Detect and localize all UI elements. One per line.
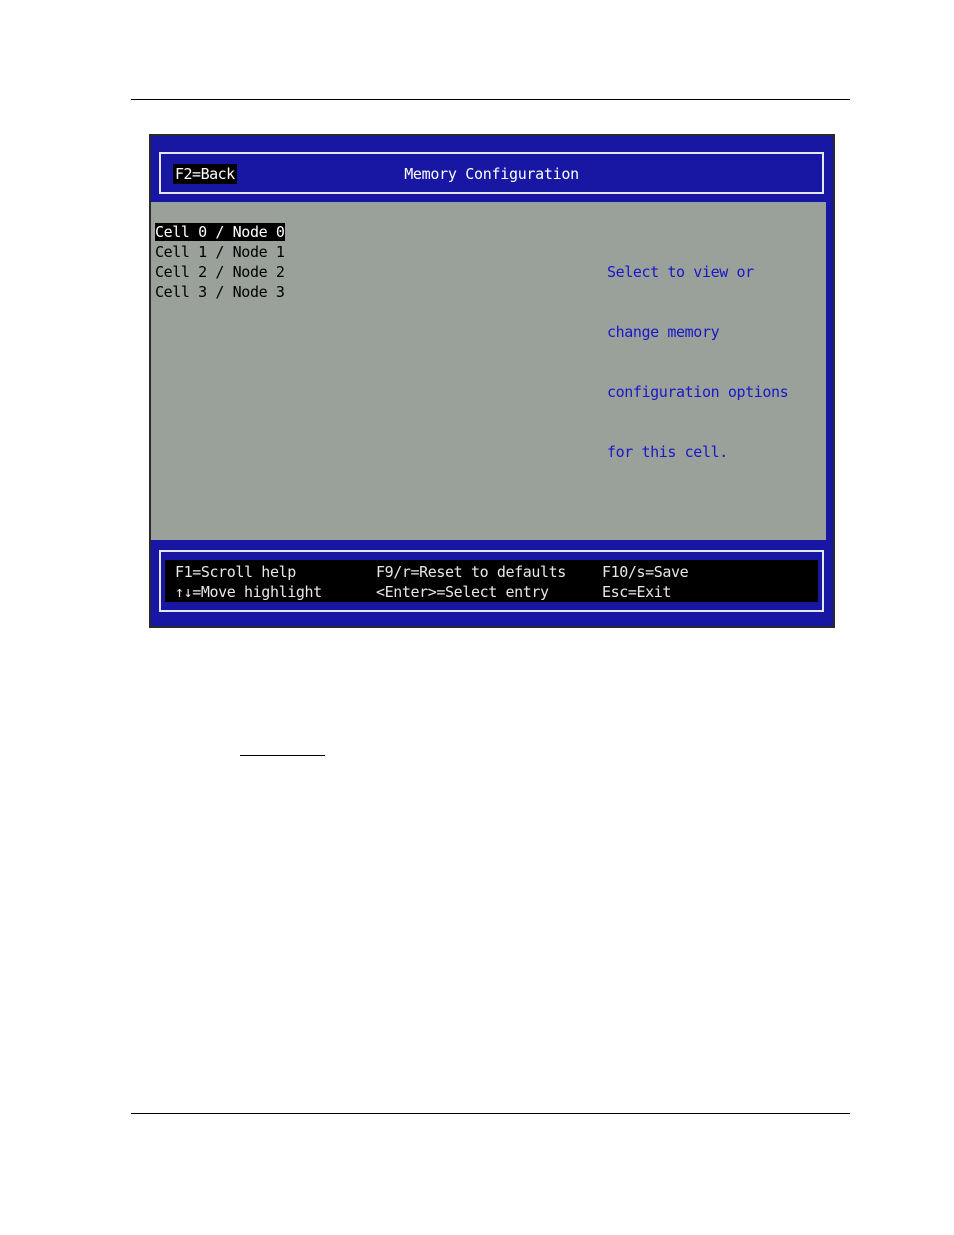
- page-header-rule: [131, 99, 850, 100]
- footer-bar: [151, 540, 833, 628]
- help-line: Select to view or: [607, 263, 754, 281]
- select-entry-key[interactable]: <Enter>=Select entry: [376, 583, 549, 601]
- help-text: [607, 222, 788, 502]
- help-line: change memory: [607, 323, 720, 341]
- page-footer-rule: [131, 1113, 850, 1114]
- menu-item-cell-2-node-2[interactable]: [155, 262, 285, 282]
- menu-item-cell-3-node-3[interactable]: [155, 282, 285, 302]
- reset-defaults-key[interactable]: F9/r=Reset to defaults: [376, 563, 566, 581]
- menu-item-label: Cell 2 / Node 2: [155, 263, 285, 281]
- bios-screen: [149, 134, 835, 628]
- help-line: for this cell.: [607, 443, 728, 461]
- back-button[interactable]: F2=Back: [175, 165, 235, 183]
- underline-mark: [240, 741, 325, 756]
- menu-item-label: Cell 3 / Node 3: [155, 283, 285, 301]
- header-frame: [159, 152, 824, 194]
- header-bar: [151, 136, 833, 202]
- cell-node-menu: [155, 222, 285, 302]
- help-line: configuration options: [607, 383, 789, 401]
- screen-title: Memory Configuration: [404, 165, 579, 183]
- menu-item-label: Cell 1 / Node 1: [155, 243, 285, 261]
- exit-key[interactable]: Esc=Exit: [602, 583, 672, 601]
- key-legend: [165, 560, 818, 602]
- menu-item-label: Cell 0 / Node 0: [155, 223, 285, 241]
- save-key[interactable]: F10/s=Save: [602, 563, 689, 581]
- scroll-help-key[interactable]: F1=Scroll help: [175, 563, 296, 581]
- content-panel-edge: [826, 202, 835, 540]
- move-highlight-key[interactable]: ↑↓=Move highlight: [175, 583, 322, 601]
- footer-frame: [159, 550, 824, 612]
- menu-item-cell-0-node-0[interactable]: [155, 222, 285, 242]
- menu-item-cell-1-node-1[interactable]: [155, 242, 285, 262]
